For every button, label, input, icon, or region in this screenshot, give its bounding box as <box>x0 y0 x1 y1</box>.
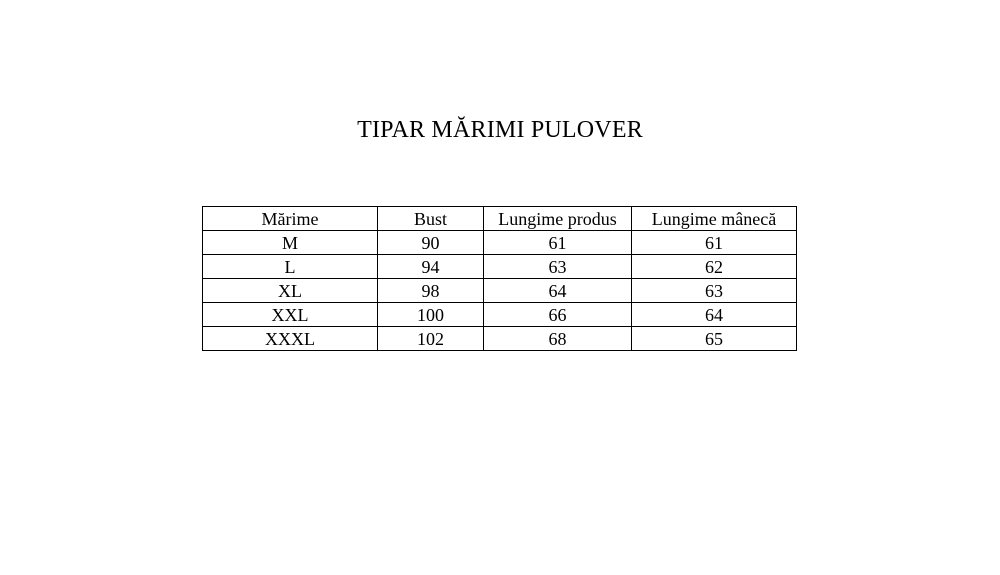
sleeve-length-cell: 64 <box>632 303 797 327</box>
bust-cell: 100 <box>378 303 484 327</box>
sleeve-length-cell: 62 <box>632 255 797 279</box>
size-chart-table <box>202 206 797 351</box>
size-cell: M <box>203 231 378 255</box>
header-cell-size: Mărime <box>203 207 378 231</box>
bust-cell: 90 <box>378 231 484 255</box>
table-row <box>203 255 797 279</box>
product-length-cell: 68 <box>484 327 632 351</box>
header-cell-product-length: Lungime produs <box>484 207 632 231</box>
product-length-cell: 63 <box>484 255 632 279</box>
table-header-row <box>203 207 797 231</box>
size-cell: XXL <box>203 303 378 327</box>
product-length-cell: 66 <box>484 303 632 327</box>
bust-cell: 102 <box>378 327 484 351</box>
table-row <box>203 279 797 303</box>
size-cell: L <box>203 255 378 279</box>
table-row <box>203 327 797 351</box>
sleeve-length-cell: 61 <box>632 231 797 255</box>
size-cell: XL <box>203 279 378 303</box>
bust-cell: 98 <box>378 279 484 303</box>
table-row <box>203 303 797 327</box>
sleeve-length-cell: 63 <box>632 279 797 303</box>
sleeve-length-cell: 65 <box>632 327 797 351</box>
header-cell-sleeve-length: Lungime mânecă <box>632 207 797 231</box>
bust-cell: 94 <box>378 255 484 279</box>
product-length-cell: 61 <box>484 231 632 255</box>
product-length-cell: 64 <box>484 279 632 303</box>
size-cell: XXXL <box>203 327 378 351</box>
header-cell-bust: Bust <box>378 207 484 231</box>
page-title: TIPAR MĂRIMI PULOVER <box>357 117 643 143</box>
table-row <box>203 231 797 255</box>
